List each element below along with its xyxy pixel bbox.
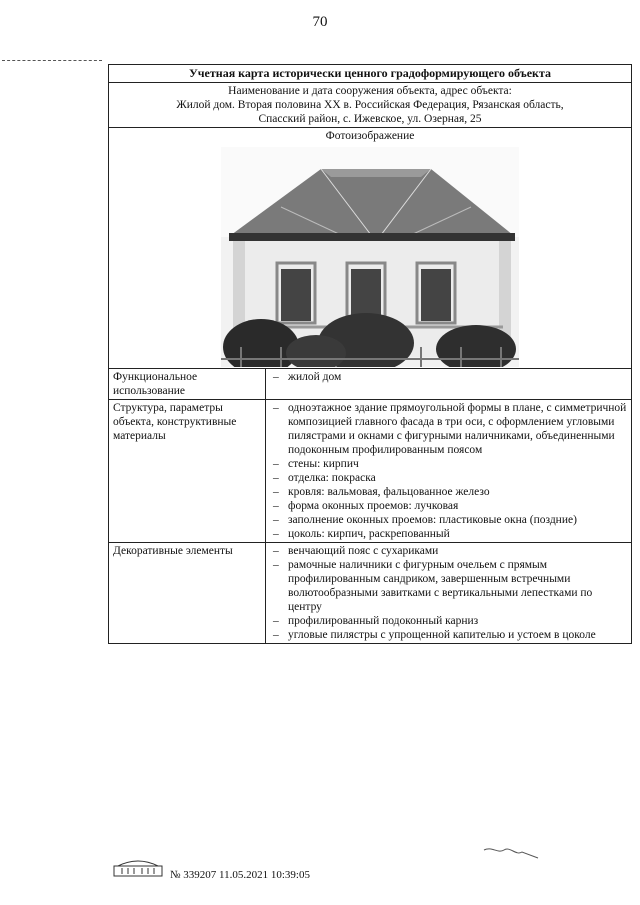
row-values [266, 368, 632, 399]
list-item: – рамочные наличники с фигурным очельем с прямым профилированным сандриком, завершенным встречными волютообразными завитками с вертикальными лепестками по центру [270, 558, 627, 614]
house-photo [221, 147, 519, 367]
row-label: Декоративные элементы [109, 542, 266, 643]
list-item: – угловые пилястры с упрощенной капителью и устоем в цоколе [270, 628, 627, 642]
list-item: – венчающий пояс с сухариками [270, 544, 627, 558]
row-label: Структура, параметры объекта, конструктивные материалы [109, 399, 266, 542]
record-card-table [108, 64, 632, 644]
photo-label: Фотоизображение [325, 129, 415, 142]
list-item: – форма оконных проемов: лучковая [270, 499, 627, 513]
list-item: – отделка: покраска [270, 471, 627, 485]
row-values [266, 542, 632, 643]
row-values [266, 399, 632, 542]
signature-scribble [482, 842, 542, 862]
row-functional-use [109, 368, 632, 399]
name-label: Наименование и дата сооружения объекта, адрес объекта: [228, 84, 512, 97]
scan-artifact [2, 60, 102, 67]
list-item: – цоколь: кирпич, раскрепованный [270, 527, 627, 541]
row-decorative [109, 542, 632, 643]
list-item: – профилированный подоконный карниз [270, 614, 627, 628]
list-item: – стены: кирпич [270, 457, 627, 471]
list-item: – одноэтажное здание прямоугольной формы в плане, с симметричной композицией главного фасада в три оси, с оформлением угловыми пилястрами и окнами с фигурными наличниками, объединенными подоконным профилированным поясом [270, 401, 627, 457]
address-line-1: Жилой дом. Вторая половина XX в. Российская Федерация, Рязанская область, [176, 98, 564, 111]
list-item: – кровля: вальмовая, фальцованное железо [270, 485, 627, 499]
page-number: 70 [312, 14, 328, 30]
registration-stamp: № 339207 11.05.2021 10:39:05 [170, 869, 310, 881]
list-item: – заполнение оконных проемов: пластиковые окна (поздние) [270, 513, 627, 527]
address-cell [109, 82, 632, 127]
address-line-2: Спасский район, с. Ижевское, ул. Озерная, 25 [258, 112, 482, 125]
registry-logo [112, 858, 164, 878]
row-structure [109, 399, 632, 542]
row-label: Функциональное использование [109, 368, 266, 399]
card-title: Учетная карта исторически ценного градоформирующего объекта [109, 65, 632, 83]
list-item: – жилой дом [270, 370, 627, 384]
photo-cell [109, 127, 632, 368]
